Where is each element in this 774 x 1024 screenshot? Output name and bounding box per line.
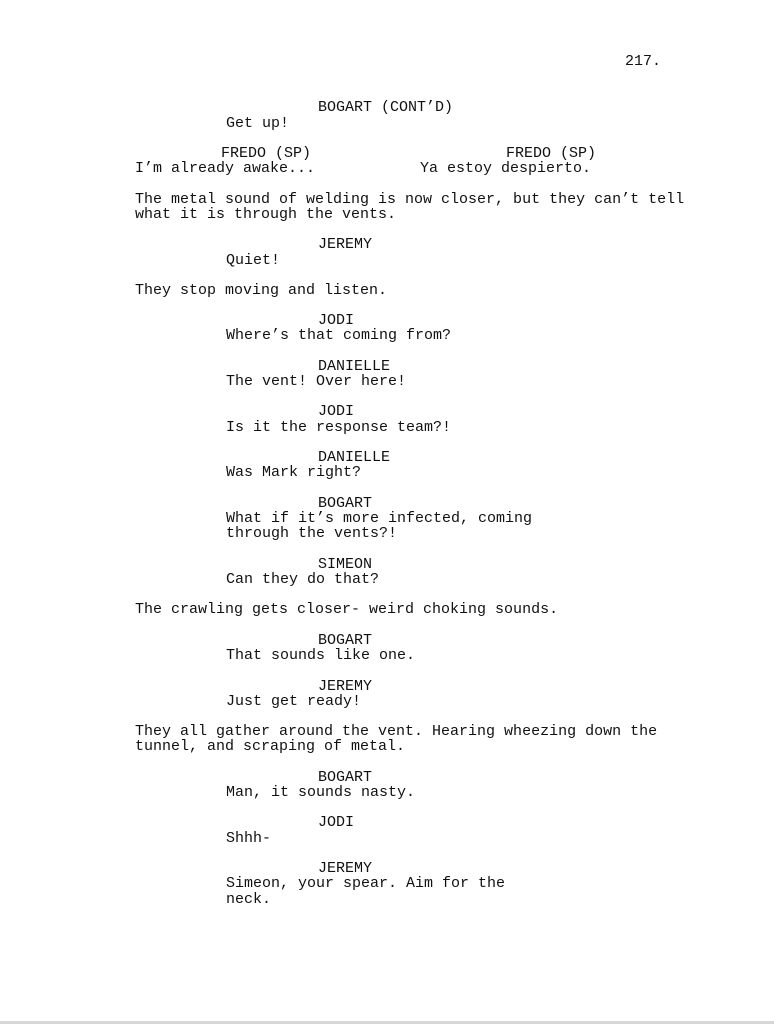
dialogue-line: Shhh- <box>226 830 272 847</box>
dialogue-line: Was Mark right? <box>226 464 362 481</box>
character-name: JEREMY <box>318 236 373 253</box>
action-line: They all gather around the vent. Hearing wheezing down the <box>135 723 658 740</box>
dialogue-line: Simeon, your spear. Aim for the <box>226 875 506 892</box>
character-name: BOGART (CONT’D) <box>318 99 454 116</box>
dialogue-line: through the vents?! <box>226 525 398 542</box>
action-line: what it is through the vents. <box>135 206 397 223</box>
character-name: BOGART <box>318 632 373 649</box>
dialogue-line: Quiet! <box>226 252 281 269</box>
dialogue-line: That sounds like one. <box>226 647 416 664</box>
dual-character-name-left: FREDO (SP) <box>221 145 312 162</box>
dialogue-line: Can they do that? <box>226 571 380 588</box>
action-line: The crawling gets closer- weird choking sounds. <box>135 601 559 618</box>
character-name: BOGART <box>318 769 373 786</box>
dual-dialogue-right: Ya estoy despierto. <box>420 160 592 177</box>
action-line: tunnel, and scraping of metal. <box>135 738 406 755</box>
page-number: 217. <box>625 53 662 70</box>
dual-character-name-right: FREDO (SP) <box>506 145 597 162</box>
character-name: JODI <box>318 814 355 831</box>
action-line: They stop moving and listen. <box>135 282 388 299</box>
dialogue-line: Man, it sounds nasty. <box>226 784 416 801</box>
dialogue-line: The vent! Over here! <box>226 373 407 390</box>
character-name: JODI <box>318 312 355 329</box>
character-name: JEREMY <box>318 860 373 877</box>
action-line: The metal sound of welding is now closer, but they can’t tell <box>135 191 685 208</box>
character-name: DANIELLE <box>318 449 391 466</box>
character-name: JODI <box>318 403 355 420</box>
character-name: BOGART <box>318 495 373 512</box>
dialogue-line: Get up! <box>226 115 290 132</box>
dialogue-line: What if it’s more infected, coming <box>226 510 533 527</box>
character-name: JEREMY <box>318 678 373 695</box>
dialogue-line: neck. <box>226 891 272 908</box>
dialogue-line: Is it the response team?! <box>226 419 452 436</box>
dual-dialogue-left: I’m already awake... <box>135 160 316 177</box>
character-name: DANIELLE <box>318 358 391 375</box>
character-name: SIMEON <box>318 556 373 573</box>
dialogue-line: Where’s that coming from? <box>226 327 452 344</box>
dialogue-line: Just get ready! <box>226 693 362 710</box>
